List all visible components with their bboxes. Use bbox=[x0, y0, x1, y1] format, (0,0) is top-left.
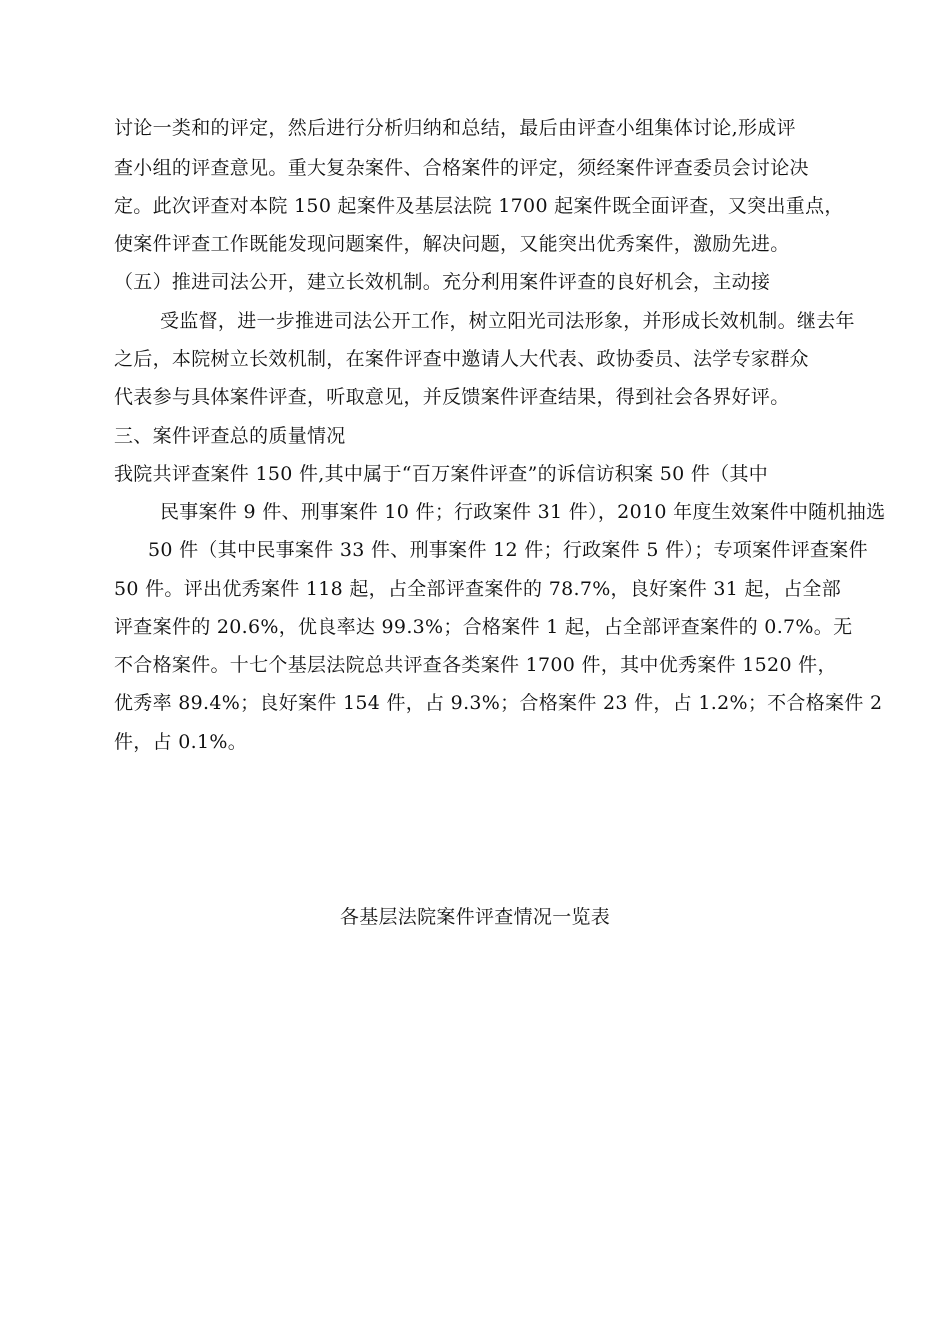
paragraph-line: 优秀率 89.4%；良好案件 154 件，占 9.3%；合格案件 23 件，占 1.2%；不合格案件 2 bbox=[114, 692, 883, 714]
paragraph-line: 之后，本院树立长效机制，在案件评查中邀请人大代表、政协委员、法学专家群众 bbox=[114, 348, 809, 370]
paragraph-line: 使案件评查工作既能发现问题案件，解决问题，又能突出优秀案件，激励先进。 bbox=[114, 233, 790, 255]
paragraph-line: 定。此次评查对本院 150 起案件及基层法院 1700 起案件既全面评查，又突出重点， bbox=[114, 195, 844, 217]
paragraph-line: 评查案件的 20.6%，优良率达 99.3%；合格案件 1 起，占全部评查案件的 0.7%。无 bbox=[114, 616, 853, 638]
paragraph-line: 三、案件评查总的质量情况 bbox=[114, 425, 346, 447]
paragraph-line: 不合格案件。十七个基层法院总共评查各类案件 1700 件，其中优秀案件 1520 件， bbox=[114, 654, 837, 676]
paragraph-line: （五）推进司法公开，建立长效机制。充分利用案件评查的良好机会，主动接 bbox=[114, 271, 771, 293]
table-caption: 各基层法院案件评查情况一览表 bbox=[339, 906, 611, 928]
paragraph-line: 代表参与具体案件评查，听取意见，并反馈案件评查结果，得到社会各界好评。 bbox=[114, 386, 790, 408]
paragraph-line: 查小组的评查意见。重大复杂案件、合格案件的评定，须经案件评查委员会讨论决 bbox=[114, 157, 809, 179]
paragraph-line: 讨论一类和的评定，然后进行分析归纳和总结，最后由评查小组集体讨论,形成评 bbox=[114, 117, 796, 139]
paragraph-line: 我院共评查案件 150 件,其中属于“百万案件评查”的诉信访积案 50 件（其中 bbox=[114, 463, 769, 485]
section-heading: 民事案件 9 件、刑事案件 10 件；行政案件 31 件），2010 年度生效案件中随机抽选 bbox=[160, 501, 886, 523]
paragraph-line: 50 件。评出优秀案件 118 起，占全部评查案件的 78.7%，良好案件 31 起，占全部 bbox=[114, 578, 842, 600]
paragraph-line: 50 件（其中民事案件 33 件、刑事案件 12 件；行政案件 5 件）；专项案件评查案件 bbox=[148, 539, 868, 561]
paragraph-line: 件，占 0.1%。 bbox=[114, 731, 248, 753]
paragraph-line: 受监督，进一步推进司法公开工作，树立阳光司法形象，并形成长效机制。继去年 bbox=[160, 310, 855, 332]
